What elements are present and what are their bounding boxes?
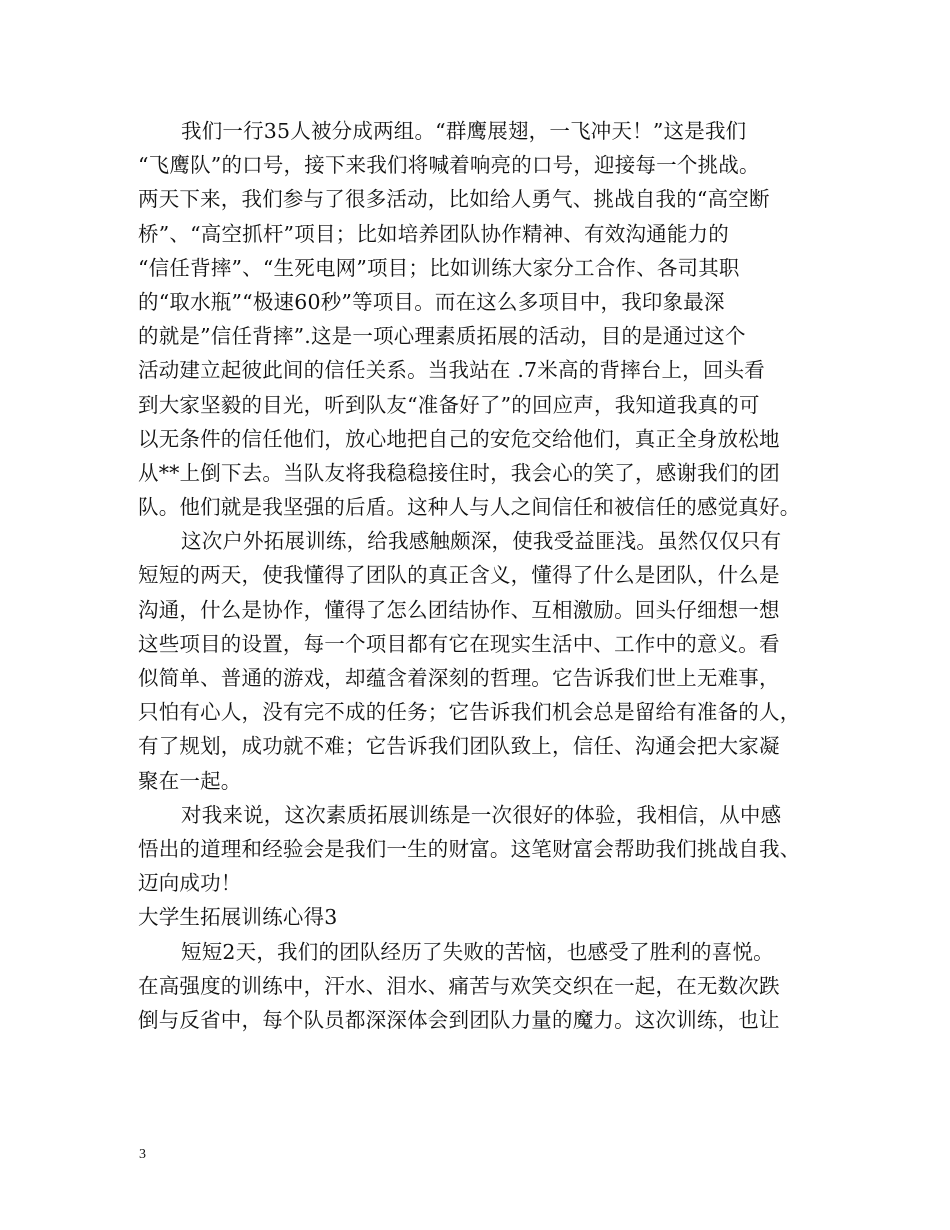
paragraph-line: 以无条件的信任他们，放心地把自己的安危交给他们，真正全身放松地 [138,426,780,451]
paragraph-line: “飞鹰队”的口号，接下来我们将喊着响亮的口号，迎接每一个挑战。 [138,153,760,178]
paragraph-line: 短短的两天，使我懂得了团队的真正含义，懂得了什么是团队，什么是 [138,563,780,588]
section-heading: 大学生拓展训练心得3 [138,905,338,930]
paragraph-line: 这些项目的设置，每一个项目都有它在现实生活中、工作中的意义。看 [138,631,780,656]
paragraph-line: 似简单、普通的游戏，却蕴含着深刻的哲理。它告诉我们世上无难事， [138,666,780,690]
paragraph-line: 在高强度的训练中，汗水、泪水、痛苦与欢笑交织在一起，在无数次跌 [138,973,780,998]
paragraph-line: 悟出的道理和经验会是我们一生的财富。这笔财富会帮助我们挑战自我、 [138,836,801,861]
paragraph-line: 两天下来，我们参与了很多活动，比如给人勇气、挑战自我的“高空断 [138,187,770,212]
paragraph-line: 我们一行35人被分成两组。“群鹰展翅，一飞冲天！”这是我们 [181,119,747,143]
paragraph-line: 迈向成功！ [138,871,242,896]
paragraph-line: 只怕有心人，没有完不成的任务；它告诉我们机会总是留给有准备的人， [138,700,801,725]
paragraph-line: 从**上倒下去。当队友将我稳稳接住时，我会心的笑了，感谢我们的团 [138,460,780,485]
paragraph-line: “信任背摔”、“生死电网”项目；比如训练大家分工合作、各司其职 [138,255,740,280]
paragraph-line: 这次户外拓展训练，给我感触颇深，使我受益匪浅。虽然仅仅只有 [181,529,782,554]
page-number: 3 [139,1147,146,1162]
paragraph-line: 活动建立起彼此间的信任关系。当我站在 .7米高的背摔台上，回头看 [138,358,765,383]
paragraph-line: 沟通，什么是协作，懂得了怎么团结协作、互相激励。回头仔细想一想 [138,597,780,622]
paragraph-line: 到大家坚毅的目光，听到队友“准备好了”的回应声，我知道我真的可 [138,392,760,417]
document-body [138,114,828,1037]
paragraph-line: 队。他们就是我坚强的后盾。这种人与人之间信任和被信任的感觉真好。 [138,495,801,520]
paragraph-line: 倒与反省中，每个队员都深深体会到团队力量的魔力。这次训练，也让 [138,1007,780,1032]
paragraph-line: 的就是”信任背摔”.这是一项心理素质拓展的活动，目的是通过这个 [138,324,746,349]
paragraph-line: 短短2天，我们的团队经历了失败的苦恼，也感受了胜利的喜悦。 [181,939,774,964]
paragraph-line: 桥”、“高空抓杆”项目；比如培养团队协作精神、有效沟通能力的 [138,221,729,246]
paragraph-line: 的“取水瓶”“极速60秒”等项目。而在这么多项目中，我印象最深 [138,289,725,314]
paragraph-line: 对我来说，这次素质拓展训练是一次很好的体验，我相信，从中感 [181,802,782,827]
paragraph-line: 聚在一起。 [138,768,242,793]
paragraph-line: 有了规划，成功就不难；它告诉我们团队致上，信任、沟通会把大家凝 [138,734,780,759]
